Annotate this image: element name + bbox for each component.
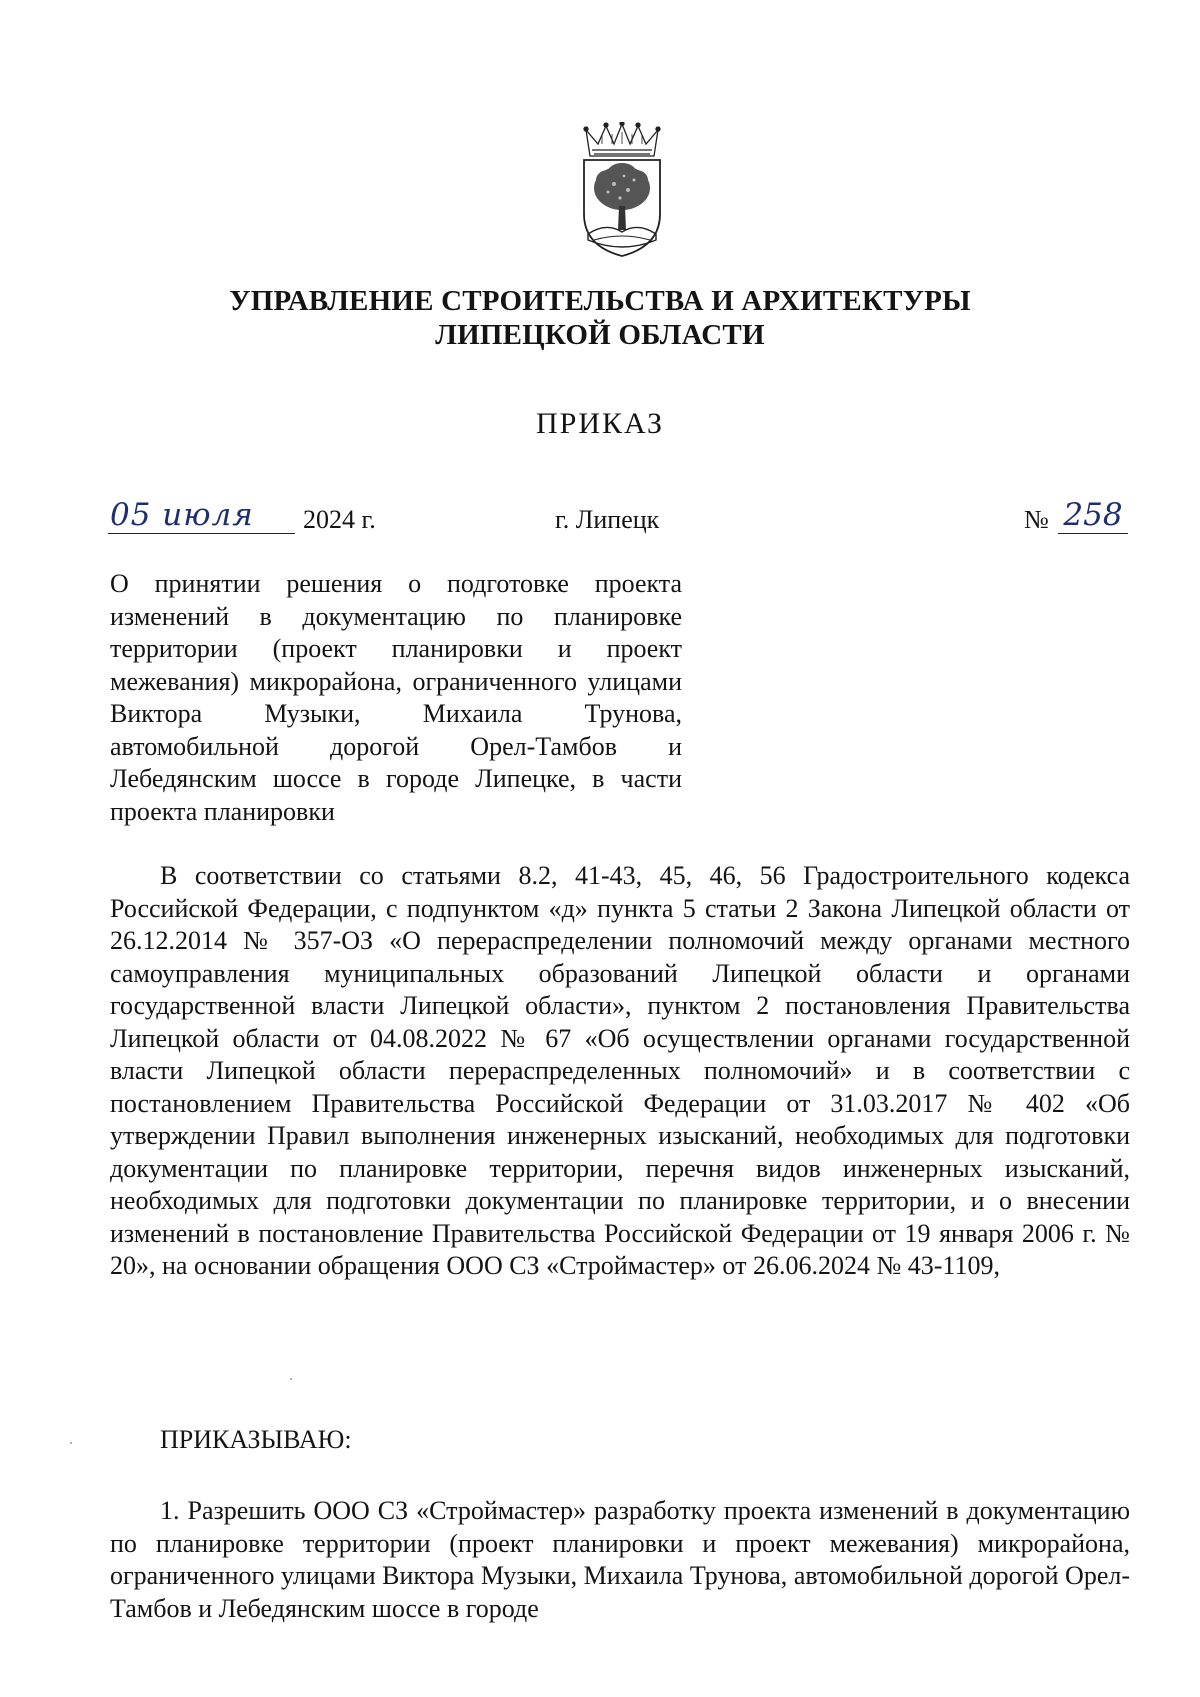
scan-speck xyxy=(290,1378,292,1380)
handwritten-date: 05 июля xyxy=(108,497,295,534)
order-subject: О принятии решения о подготовке проекта изменений в документацию по планировке территории (проект планировки и проект межевания) микрорайона, ограниченного улицами Виктора Музыки, Михаила Трунова, автомобильной дорогой Орел-Тамбов и Лебедянским шоссе в городе Липецке, в части проекта планировки xyxy=(110,569,682,826)
org-name-line1: УПРАВЛЕНИЕ СТРОИТЕЛЬСТВА И АРХИТЕКТУРЫ xyxy=(229,285,971,317)
number-label: № xyxy=(1024,505,1049,534)
city-name: г. Липецк xyxy=(555,505,660,534)
document-type-title: ПРИКАЗ xyxy=(536,407,664,440)
scan-speck xyxy=(70,1442,72,1444)
org-name-line2: ЛИПЕЦКОЙ ОБЛАСТИ xyxy=(435,319,765,351)
handwritten-number: 258 xyxy=(1058,497,1128,534)
order-directive-word: ПРИКАЗЫВАЮ: xyxy=(160,1425,352,1454)
order-item-1: 1. Разрешить ООО СЗ «Строймастер» разработку проекта изменений в документацию по планировке территории (проект планировки и проект межевания) микрорайона, ограниченного улицами Виктора Музыки, Михаила Трунова, автомобильной дорогой Орел-Тамбов и Лебедянским шоссе в городе xyxy=(110,1496,1130,1623)
date-year: 2024 г. xyxy=(303,505,376,534)
coat-of-arms-emblem xyxy=(572,122,672,260)
preamble-paragraph: В соответствии со статьями 8.2, 41-43, 45, 46, 56 Градостроительного кодекса Российской Федерации, с подпунктом «д» пункта 5 статьи 2 Закона Липецкой области от 26.12.2014 № 357-ОЗ «О перераспределении полномочий между органами местного самоуправления муниципальных образований Липецкой области и органами государственной власти Липецкой области», пунктом 2 постановления Правительства Липецкой области от 04.08.2022 № 67 «Об осуществлении органами государственной власти Липецкой области перераспределенных полномочий» и в соответствии с постановлением Правительства Российской Федерации от 31.03.2017 № 402 «Об утверждении Правил выполнения инженерных изысканий, необходимых для подготовки документации по планировке территории, перечня видов инженерных изысканий, необходимых для подготовки документации по планировке территории, и о внесении изменений в постановление Правительства Российской Федерации от 19 января 2006 г. № 20», на основании обращения ООО СЗ «Строймастер» от 26.06.2024 № 43-1109, xyxy=(110,861,1130,1280)
